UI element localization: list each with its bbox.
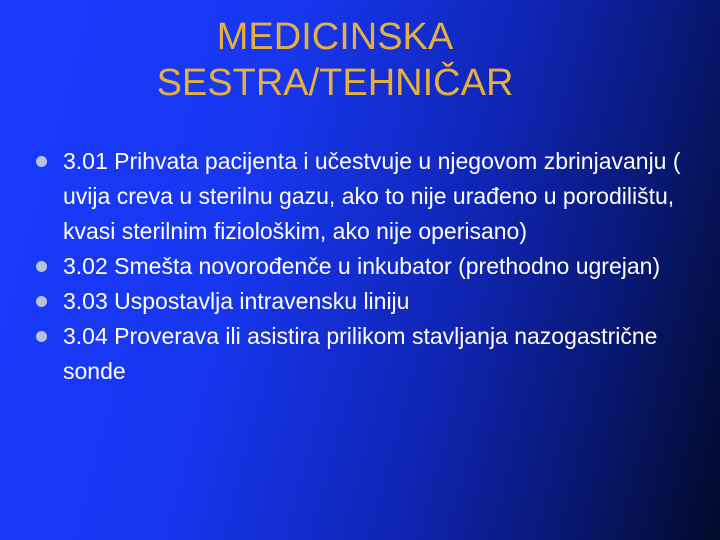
bullet-text: 3.03 Uspostavlja intravensku liniju xyxy=(63,288,410,314)
bullet-item xyxy=(0,144,720,249)
title-line-2: SESTRA/TEHNIČAR xyxy=(156,62,514,104)
bullet-item xyxy=(0,319,720,389)
slide-title xyxy=(60,14,610,106)
title-line-1: MEDICINSKA xyxy=(216,16,454,58)
bullet-text: 3.02 Smešta novorođenče u inkubator (prethodno ugrejan) xyxy=(63,253,661,279)
bullet-dot-icon xyxy=(36,331,47,342)
bullet-dot-icon xyxy=(36,296,47,307)
bullet-dot-icon xyxy=(36,156,47,167)
bullet-text: 3.04 Proverava ili asistira prilikom stavljanja nazogastrične sonde xyxy=(63,323,658,384)
bullet-dot-icon xyxy=(36,261,47,272)
bullet-list xyxy=(0,144,720,389)
bullet-text: 3.01 Prihvata pacijenta i učestvuje u njegovom zbrinjavanju ( uvija creva u sterilnu gazu, ako to nije urađeno u porodilištu, kvasi sterilnim fiziološkim, ako nije operisano) xyxy=(63,148,681,244)
bullet-item xyxy=(0,249,720,284)
bullet-item xyxy=(0,284,720,319)
